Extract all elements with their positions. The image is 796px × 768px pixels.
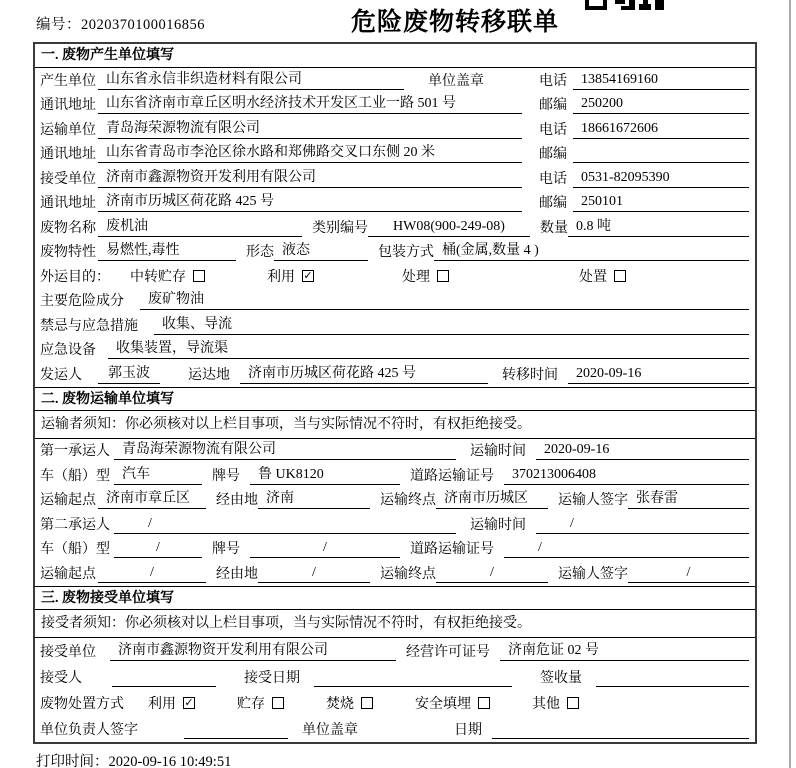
plate1-label: 牌号 xyxy=(212,468,240,484)
second-carrier-value: / xyxy=(114,515,456,534)
accept-date-value xyxy=(314,668,512,687)
disposal-option-incinerate xyxy=(326,693,373,713)
vehicle1-value: 汽车 xyxy=(114,466,202,485)
accept-unit-label: 接受单位 xyxy=(40,644,96,660)
road-license1-label: 道路运输证号 xyxy=(410,468,494,484)
disposal-option-use xyxy=(148,693,195,713)
unit-stamp-label: 单位盖章 xyxy=(302,722,358,738)
precaution-value: 收集、导流 xyxy=(154,316,749,335)
manifest-form xyxy=(33,42,757,744)
transfer-time-value: 2020-09-16 xyxy=(568,365,749,384)
route1-via-value: 济南 xyxy=(258,490,370,509)
producer-address-label: 通讯地址 xyxy=(40,98,96,113)
transport-time1-value: 2020-09-16 xyxy=(536,441,749,460)
treat-checkbox[interactable] xyxy=(437,270,449,282)
disposal-option-landfill-label: 安全填埋 xyxy=(415,696,471,712)
waste-property-label: 废物特性 xyxy=(40,245,96,260)
route1-end-value: 济南市历城区 xyxy=(436,490,548,509)
row-second-carrier xyxy=(35,512,755,537)
producer-phone-value: 13854169160 xyxy=(573,71,749,90)
permit-label: 经营许可证号 xyxy=(406,644,490,660)
row-transporter-address xyxy=(35,142,755,167)
vehicle2-value: / xyxy=(114,539,202,558)
transporter-address-value: 山东省青岛市李沧区徐水路和郑佛路交叉口东侧 20 米 xyxy=(98,144,522,163)
receiver-zip-label: 邮编 xyxy=(539,196,567,211)
shipper-value: 郭玉波 xyxy=(98,365,160,384)
destination-label: 运达地 xyxy=(188,367,230,383)
first-carrier-label: 第一承运人 xyxy=(40,444,110,459)
disposal-option-store-label: 贮存 xyxy=(237,696,265,712)
disposal-other-checkbox[interactable] xyxy=(567,697,579,709)
route2-end-label: 运输终点 xyxy=(380,566,436,582)
route2-start-label: 运输起点 xyxy=(40,566,96,582)
purpose-option-treat-label: 处理 xyxy=(402,269,430,285)
route1-start-value: 济南市章丘区 xyxy=(98,490,206,509)
disposal-option-landfill xyxy=(415,693,490,713)
use-checkbox[interactable]: ✓ xyxy=(303,268,313,282)
receiver-phone-value: 0531-82095390 xyxy=(573,169,749,188)
transport-time1-label: 运输时间 xyxy=(470,444,526,459)
waste-qty-label: 数量 xyxy=(540,220,568,236)
route2-via-label: 经由地 xyxy=(216,566,258,582)
dispose-checkbox[interactable] xyxy=(614,270,626,282)
receiver-zip-value: 250101 xyxy=(573,193,749,212)
row-route1 xyxy=(35,488,755,513)
plate2-value: / xyxy=(250,539,400,558)
route1-via-label: 经由地 xyxy=(216,493,258,508)
route2-start-value: / xyxy=(98,564,206,583)
waste-form-value: 液态 xyxy=(274,242,368,261)
precaution-label: 禁忌与应急措施 xyxy=(40,318,138,334)
row-transporter xyxy=(35,117,755,142)
page-edge-line xyxy=(789,0,791,768)
waste-property-value: 易燃性,毒性 xyxy=(98,242,236,261)
receiver-phone-label: 电话 xyxy=(539,171,567,187)
section3-header: 三. 废物接受单位填写 xyxy=(35,586,755,610)
receiver-value: 济南市鑫源物资开发利用有限公司 xyxy=(98,169,522,188)
transport-time2-label: 运输时间 xyxy=(470,517,526,533)
storage-checkbox[interactable] xyxy=(193,270,205,282)
purpose-label: 外运目的： xyxy=(40,269,110,285)
road-license2-value: / xyxy=(504,539,749,558)
waste-category-value: HW08(900-249-08) xyxy=(368,218,530,237)
document-header xyxy=(0,0,796,42)
route1-start-label: 运输起点 xyxy=(40,493,96,508)
route1-sign-value: 张春雷 xyxy=(628,490,749,509)
document-number xyxy=(36,13,205,34)
qr-code-fragment-icon xyxy=(585,0,670,11)
packaging-label: 包装方式 xyxy=(378,245,434,260)
row-waste-property xyxy=(35,240,755,265)
row-shipper xyxy=(35,362,755,387)
producer-value: 山东省永信非织造材料有限公司 xyxy=(98,71,404,90)
producer-zip-label: 邮编 xyxy=(539,98,567,113)
route2-sign-value: / xyxy=(628,564,749,583)
row-first-carrier xyxy=(35,439,755,464)
transporter-zip-value xyxy=(573,144,749,163)
waste-name-value: 废机油 xyxy=(98,218,302,237)
row-responsible-signature xyxy=(35,716,755,742)
transporter-address-label: 通讯地址 xyxy=(40,147,96,162)
row-waste-name xyxy=(35,215,755,240)
transporter-notice: 运输者须知：你必须核对以上栏目事项，当与实际情况不符时，有权拒绝接受。 xyxy=(35,411,755,439)
row-vehicle1 xyxy=(35,463,755,488)
print-time-label: 打印时间： xyxy=(36,754,109,768)
responsible-sign-label: 单位负责人签字 xyxy=(40,722,138,738)
receiver-address-label: 通讯地址 xyxy=(40,196,96,211)
purpose-option-dispose-label: 处置 xyxy=(579,269,607,285)
plate2-label: 牌号 xyxy=(212,542,240,557)
route1-sign-label: 运输人签字 xyxy=(558,493,628,508)
acceptor-label: 接受人 xyxy=(40,670,82,686)
road-license2-label: 道路运输证号 xyxy=(410,542,494,557)
first-carrier-value: 青岛海荣源物流有限公司 xyxy=(114,441,456,460)
section1-header: 一. 废物产生单位填写 xyxy=(35,44,755,68)
disposal-option-incinerate-label: 焚烧 xyxy=(326,696,354,712)
row-hazard-component xyxy=(35,289,755,314)
row-receiver-address xyxy=(35,191,755,216)
received-qty-label: 签收量 xyxy=(540,670,582,686)
document-number-value: 2020370100016856 xyxy=(81,17,205,33)
row-receiver xyxy=(35,166,755,191)
row-acceptor xyxy=(35,664,755,690)
transport-time2-value: / xyxy=(536,515,749,534)
route2-sign-label: 运输人签字 xyxy=(558,566,628,582)
disposal-use-checkbox[interactable]: ✓ xyxy=(184,695,194,709)
received-qty-value xyxy=(596,668,749,687)
print-time-value: 2020-09-16 10:49:51 xyxy=(108,754,232,768)
sign-date-value xyxy=(492,720,749,739)
equipment-label: 应急设备 xyxy=(40,343,96,358)
producer-address-value: 山东省济南市章丘区明水经济技术开发区工业一路 501 号 xyxy=(98,95,522,114)
row-producer xyxy=(35,68,755,93)
disposal-option-use-label: 利用 xyxy=(148,696,176,712)
permit-value: 济南危证 02 号 xyxy=(500,642,749,661)
equipment-value: 收集装置，导流渠 xyxy=(108,340,749,359)
purpose-option-storage xyxy=(130,266,205,286)
purpose-option-use-label: 利用 xyxy=(267,269,295,285)
row-accept-unit xyxy=(35,638,755,664)
route2-end-value: / xyxy=(436,564,548,583)
route2-via-value: / xyxy=(258,564,370,583)
disposal-incinerate-checkbox[interactable] xyxy=(361,697,373,709)
disposal-store-checkbox[interactable] xyxy=(272,697,284,709)
disposal-option-other xyxy=(532,693,579,713)
transporter-phone-value: 18661672606 xyxy=(573,120,749,139)
transfer-time-label: 转移时间 xyxy=(502,367,558,383)
packaging-value: 桶(金属,数量 4 ) xyxy=(434,242,749,261)
shipper-label: 发运人 xyxy=(40,367,82,383)
producer-stamp-label: 单位盖章 xyxy=(428,73,484,89)
disposal-option-other-label: 其他 xyxy=(532,696,560,712)
row-route2 xyxy=(35,561,755,586)
print-time xyxy=(36,750,231,768)
waste-qty-value: 0.8 吨 xyxy=(568,218,749,237)
disposal-option-store xyxy=(237,693,284,713)
receiver-notice: 接受者须知：你必须核对以上栏目事项，当与实际情况不符时，有权拒绝接受。 xyxy=(35,610,755,638)
route1-end-label: 运输终点 xyxy=(380,493,436,508)
road-license1-value: 370213006408 xyxy=(504,466,749,485)
acceptor-value xyxy=(112,668,216,687)
second-carrier-label: 第二承运人 xyxy=(40,517,110,533)
waste-category-label: 类别编号 xyxy=(312,220,368,236)
row-vehicle2 xyxy=(35,537,755,562)
section2-header: 二. 废物运输单位填写 xyxy=(35,387,755,411)
receiver-address-value: 济南市历城区荷花路 425 号 xyxy=(98,193,522,212)
row-precaution xyxy=(35,313,755,338)
producer-phone-label: 电话 xyxy=(539,73,567,89)
destination-value: 济南市历城区荷花路 425 号 xyxy=(240,365,488,384)
purpose-option-use xyxy=(267,266,314,286)
document-number-label: 编号： xyxy=(36,17,81,33)
responsible-sign-value xyxy=(184,720,288,739)
page-title: 危险废物转移联单 xyxy=(350,9,559,36)
accept-date-label: 接受日期 xyxy=(244,670,300,686)
vehicle1-label: 车（船）型 xyxy=(40,468,110,484)
producer-zip-value: 250200 xyxy=(573,95,749,114)
row-producer-address xyxy=(35,93,755,118)
row-disposal-method xyxy=(35,690,755,716)
accept-unit-value: 济南市鑫源物资开发利用有限公司 xyxy=(110,642,396,661)
transporter-label: 运输单位 xyxy=(40,122,96,138)
transporter-value: 青岛海荣源物流有限公司 xyxy=(98,120,522,139)
waste-name-label: 废物名称 xyxy=(40,220,96,236)
sign-date-label: 日期 xyxy=(454,722,482,738)
transporter-zip-label: 邮编 xyxy=(539,147,567,162)
waste-form-label: 形态 xyxy=(246,245,274,260)
receiver-label: 接受单位 xyxy=(40,171,96,187)
plate1-value: 鲁 UK8120 xyxy=(250,466,400,485)
row-emergency-equipment xyxy=(35,338,755,363)
purpose-option-treat xyxy=(402,266,449,286)
transporter-phone-label: 电话 xyxy=(539,122,567,138)
hazard-value: 废矿物油 xyxy=(140,291,749,310)
producer-label: 产生单位 xyxy=(40,73,96,89)
vehicle2-label: 车（船）型 xyxy=(40,542,110,557)
hazard-label: 主要危险成分 xyxy=(40,294,124,309)
row-transfer-purpose xyxy=(35,264,755,289)
purpose-option-dispose xyxy=(579,266,626,286)
disposal-landfill-checkbox[interactable] xyxy=(478,697,490,709)
purpose-option-storage-label: 中转贮存 xyxy=(130,269,186,285)
disposal-label: 废物处置方式 xyxy=(40,696,124,712)
